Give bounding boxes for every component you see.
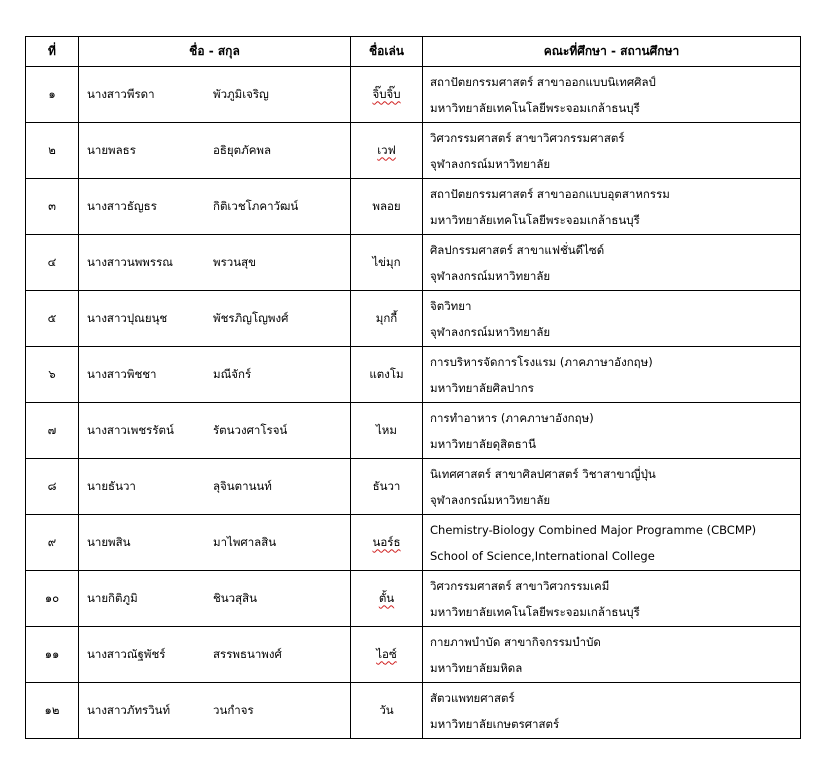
institution-text: มหาวิทยาลัยศิลปากร <box>430 380 534 395</box>
row-nickname <box>351 403 423 459</box>
first-name: นายพสิน <box>87 534 131 549</box>
first-name: นางสาวภัทรวินท์ <box>87 702 171 717</box>
row-fullname <box>79 403 351 459</box>
first-name: นางสาวพีรดา <box>87 86 155 101</box>
row-nickname <box>351 235 423 291</box>
institution-text: มหาวิทยาลัยเทคโนโลยีพระจอมเกล้าธนบุรี <box>430 100 640 115</box>
row-nickname <box>351 123 423 179</box>
header-number: ที่ <box>26 37 79 67</box>
faculty-text: การบริหารจัดการโรงแรม (ภาคภาษาอังกฤษ) <box>430 354 653 369</box>
row-number: ๗ <box>26 403 79 459</box>
table-row <box>26 235 801 291</box>
faculty-text: การทำอาหาร (ภาคภาษาอังกฤษ) <box>430 410 594 425</box>
first-name: นางสาวเพชรรัตน์ <box>87 422 174 437</box>
row-nickname <box>351 347 423 403</box>
row-number: ๘ <box>26 459 79 515</box>
row-nickname <box>351 179 423 235</box>
row-fullname <box>79 123 351 179</box>
nickname-text: ไหม <box>376 422 397 437</box>
last-name: อธิยุตภัคพล <box>213 142 272 157</box>
faculty-text: วิศวกรรมศาสตร์ สาขาวิศวกรรมศาสตร์ <box>430 130 625 145</box>
table-row <box>26 291 801 347</box>
institution-text: School of Science,International College <box>430 548 655 563</box>
faculty-text: Chemistry-Biology Combined Major Programme (CBCMP) <box>430 522 757 537</box>
last-name: พัวภูมิเจริญ <box>213 86 269 101</box>
table-row <box>26 571 801 627</box>
nickname-text: มุกกี้ <box>375 310 398 325</box>
institution-text: จุฬาลงกรณ์มหาวิทยาลัย <box>430 492 551 507</box>
nickname-text: ไอซ์ <box>376 646 397 661</box>
last-name: พรวนสุข <box>213 254 256 269</box>
row-faculty <box>423 235 801 291</box>
row-nickname <box>351 683 423 739</box>
table-row <box>26 515 801 571</box>
table-row <box>26 67 801 123</box>
last-name: พัชรภิญโญพงศ์ <box>213 310 289 325</box>
row-fullname <box>79 347 351 403</box>
row-faculty <box>423 571 801 627</box>
table-row <box>26 347 801 403</box>
row-number: ๑๐ <box>26 571 79 627</box>
first-name: นายกิติภูมิ <box>87 590 138 605</box>
table-row <box>26 459 801 515</box>
faculty-text: นิเทศศาสตร์ สาขาศิลปศาสตร์ วิชาสาขาญี่ปุ่น <box>430 466 656 481</box>
row-faculty <box>423 291 801 347</box>
last-name: กิติเวชโภคาวัฒน์ <box>213 198 299 213</box>
row-fullname <box>79 179 351 235</box>
header-name: ชื่อ - สกุล <box>79 37 351 67</box>
table-row <box>26 683 801 739</box>
student-table <box>25 36 801 739</box>
last-name: ลุจินตานนท์ <box>213 478 272 493</box>
last-name: รัตนวงศาโรจน์ <box>213 422 288 437</box>
row-fullname <box>79 515 351 571</box>
row-number: ๓ <box>26 179 79 235</box>
last-name: สรรพธนาพงศ์ <box>213 646 282 661</box>
nickname-text: ตั้น <box>378 590 395 605</box>
table-row <box>26 403 801 459</box>
row-faculty <box>423 403 801 459</box>
first-name: นายธันวา <box>87 478 136 493</box>
row-number: ๑ <box>26 67 79 123</box>
row-nickname <box>351 571 423 627</box>
table-row <box>26 179 801 235</box>
last-name: มณีจักร์ <box>213 366 252 381</box>
row-fullname <box>79 291 351 347</box>
row-fullname <box>79 235 351 291</box>
nickname-text: จิ๊บจิ๊บ <box>372 86 401 101</box>
row-number: ๒ <box>26 123 79 179</box>
row-fullname <box>79 683 351 739</box>
row-faculty <box>423 347 801 403</box>
header-faculty: คณะที่ศึกษา - สถานศึกษา <box>423 37 801 67</box>
nickname-text: ธันวา <box>372 478 401 493</box>
first-name: นางสาวปุณยนุช <box>87 310 168 325</box>
row-nickname <box>351 67 423 123</box>
nickname-text: นอร์ธ <box>372 534 401 549</box>
row-faculty <box>423 67 801 123</box>
row-number: ๔ <box>26 235 79 291</box>
row-nickname <box>351 291 423 347</box>
row-number: ๑๑ <box>26 627 79 683</box>
nickname-text: พลอย <box>372 198 401 213</box>
institution-text: มหาวิทยาลัยเทคโนโลยีพระจอมเกล้าธนบุรี <box>430 212 640 227</box>
faculty-text: จิตวิทยา <box>430 298 472 313</box>
row-number: ๖ <box>26 347 79 403</box>
institution-text: มหาวิทยาลัยเกษตรศาสตร์ <box>430 716 560 731</box>
row-fullname <box>79 627 351 683</box>
row-nickname <box>351 515 423 571</box>
header-nickname: ชื่อเล่น <box>351 37 423 67</box>
faculty-text: สถาปัตยกรรมศาสตร์ สาขาออกแบบนิเทศศิลป์ <box>430 74 656 89</box>
row-fullname <box>79 571 351 627</box>
last-name: ชินวสุสิน <box>213 590 258 605</box>
row-faculty <box>423 515 801 571</box>
institution-text: มหาวิทยาลัยมหิดล <box>430 660 523 675</box>
first-name: นายพลธร <box>87 142 136 157</box>
last-name: วนกำจร <box>213 702 254 717</box>
faculty-text: สัตวแพทยศาสตร์ <box>430 690 515 705</box>
row-nickname <box>351 459 423 515</box>
row-faculty <box>423 683 801 739</box>
row-nickname <box>351 627 423 683</box>
row-number: ๑๒ <box>26 683 79 739</box>
first-name: นางสาวพิชชา <box>87 366 157 381</box>
faculty-text: วิศวกรรมศาสตร์ สาขาวิศวกรรมเคมี <box>430 578 610 593</box>
nickname-text: วัน <box>379 702 394 717</box>
nickname-text: ไข่มุก <box>372 254 401 269</box>
nickname-text: แตงโม <box>369 366 404 381</box>
row-fullname <box>79 67 351 123</box>
institution-text: จุฬาลงกรณ์มหาวิทยาลัย <box>430 156 551 171</box>
institution-text: มหาวิทยาลัยดุสิตธานี <box>430 436 536 451</box>
row-faculty <box>423 459 801 515</box>
last-name: มาไพศาลสิน <box>213 534 277 549</box>
table-header-row <box>26 37 801 67</box>
faculty-text: ศิลปกรรมศาสตร์ สาขาแฟชั่นดีไซด์ <box>430 242 605 257</box>
row-faculty <box>423 627 801 683</box>
table-row <box>26 627 801 683</box>
row-faculty <box>423 179 801 235</box>
nickname-text: เวฟ <box>377 142 396 157</box>
table-row <box>26 123 801 179</box>
row-fullname <box>79 459 351 515</box>
institution-text: จุฬาลงกรณ์มหาวิทยาลัย <box>430 324 551 339</box>
faculty-text: สถาปัตยกรรมศาสตร์ สาขาออกแบบอุตสาหกรรม <box>430 186 670 201</box>
faculty-text: กายภาพบำบัด สาขากิจกรรมบำบัด <box>430 634 601 649</box>
first-name: นางสาวณัฐพัชร์ <box>87 646 166 661</box>
institution-text: จุฬาลงกรณ์มหาวิทยาลัย <box>430 268 551 283</box>
row-number: ๕ <box>26 291 79 347</box>
first-name: นางสาวนพพรรณ <box>87 254 173 269</box>
institution-text: มหาวิทยาลัยเทคโนโลยีพระจอมเกล้าธนบุรี <box>430 604 640 619</box>
row-number: ๙ <box>26 515 79 571</box>
row-faculty <box>423 123 801 179</box>
document-page <box>25 36 800 739</box>
first-name: นางสาวธัญธร <box>87 198 157 213</box>
